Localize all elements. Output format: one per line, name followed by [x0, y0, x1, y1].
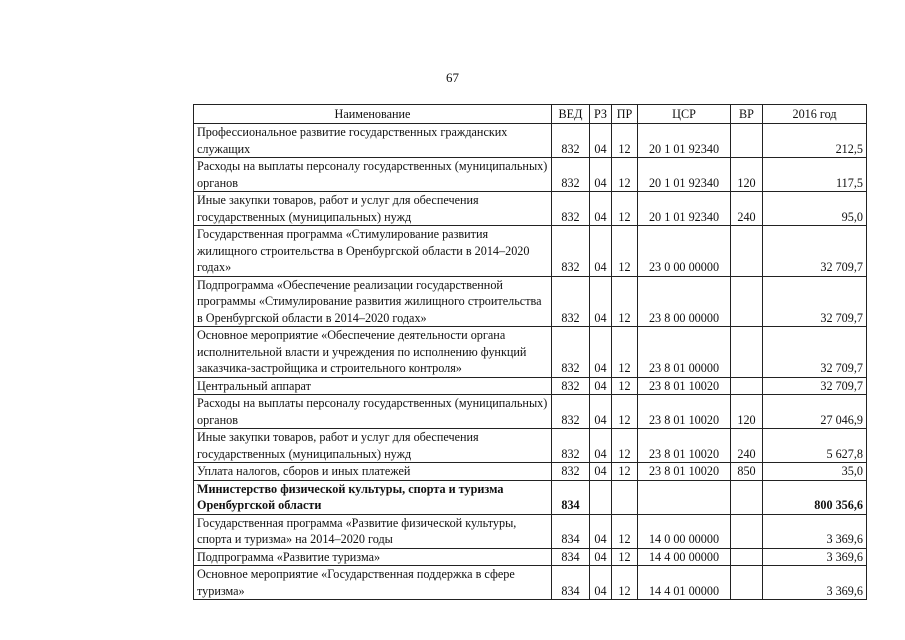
cell-name: Профессиональное развитие государственных гражданских служащих — [194, 124, 552, 158]
cell-name: Государственная программа «Стимулирование развития жилищного строительства в Оренбургской области в 2014–2020 годах» — [194, 226, 552, 277]
cell-ved: 834 — [552, 566, 590, 600]
cell-rz: 04 — [590, 429, 612, 463]
table-row — [194, 158, 867, 192]
cell-name: Основное мероприятие «Государственная поддержка в сфере туризма» — [194, 566, 552, 600]
cell-pr: 12 — [612, 276, 638, 327]
header-pr: ПР — [612, 105, 638, 124]
cell-rz: 04 — [590, 327, 612, 378]
cell-name: Государственная программа «Развитие физической культуры, спорта и туризма» на 2014–2020 годы — [194, 514, 552, 548]
header-ved: ВЕД — [552, 105, 590, 124]
cell-rz: 04 — [590, 377, 612, 395]
cell-csr: 23 8 00 00000 — [638, 276, 731, 327]
cell-csr — [638, 480, 731, 514]
cell-name: Уплата налогов, сборов и иных платежей — [194, 463, 552, 481]
cell-csr: 23 8 01 10020 — [638, 463, 731, 481]
table-row — [194, 548, 867, 566]
table-row-ministry — [194, 480, 867, 514]
cell-amount: 800 356,6 — [763, 480, 867, 514]
cell-vr: 850 — [731, 463, 763, 481]
header-rz: РЗ — [590, 105, 612, 124]
cell-amount: 3 369,6 — [763, 514, 867, 548]
cell-pr: 12 — [612, 548, 638, 566]
cell-rz: 04 — [590, 124, 612, 158]
cell-rz: 04 — [590, 226, 612, 277]
cell-amount: 32 709,7 — [763, 377, 867, 395]
cell-vr — [731, 566, 763, 600]
cell-vr — [731, 276, 763, 327]
cell-pr: 12 — [612, 327, 638, 378]
cell-vr — [731, 377, 763, 395]
cell-pr: 12 — [612, 514, 638, 548]
header-vr: ВР — [731, 105, 763, 124]
cell-amount: 32 709,7 — [763, 327, 867, 378]
cell-vr — [731, 327, 763, 378]
table-row — [194, 514, 867, 548]
cell-vr — [731, 548, 763, 566]
cell-ved: 832 — [552, 192, 590, 226]
cell-rz: 04 — [590, 548, 612, 566]
cell-ved: 832 — [552, 377, 590, 395]
cell-name: Расходы на выплаты персоналу государственных (муниципальных) органов — [194, 158, 552, 192]
cell-ved: 832 — [552, 463, 590, 481]
cell-vr: 120 — [731, 158, 763, 192]
table-row — [194, 463, 867, 481]
cell-amount: 35,0 — [763, 463, 867, 481]
cell-vr: 240 — [731, 192, 763, 226]
cell-csr: 23 8 01 10020 — [638, 377, 731, 395]
cell-csr: 20 1 01 92340 — [638, 124, 731, 158]
cell-csr: 14 4 00 00000 — [638, 548, 731, 566]
cell-name: Министерство физической культуры, спорта и туризма Оренбургской области — [194, 480, 552, 514]
cell-ved: 832 — [552, 327, 590, 378]
cell-vr: 240 — [731, 429, 763, 463]
cell-vr — [731, 480, 763, 514]
cell-amount: 95,0 — [763, 192, 867, 226]
table-row — [194, 377, 867, 395]
cell-rz: 04 — [590, 276, 612, 327]
cell-rz: 04 — [590, 192, 612, 226]
cell-pr: 12 — [612, 377, 638, 395]
cell-name: Подпрограмма «Развитие туризма» — [194, 548, 552, 566]
cell-csr: 20 1 01 92340 — [638, 158, 731, 192]
cell-csr: 20 1 01 92340 — [638, 192, 731, 226]
cell-pr: 12 — [612, 124, 638, 158]
header-name: Наименование — [194, 105, 552, 124]
cell-rz: 04 — [590, 158, 612, 192]
cell-csr: 23 8 01 10020 — [638, 395, 731, 429]
cell-csr: 14 4 01 00000 — [638, 566, 731, 600]
cell-ved: 832 — [552, 124, 590, 158]
cell-ved: 832 — [552, 276, 590, 327]
cell-csr: 23 8 01 00000 — [638, 327, 731, 378]
cell-amount: 32 709,7 — [763, 226, 867, 277]
table-row — [194, 566, 867, 600]
cell-csr: 23 8 01 10020 — [638, 429, 731, 463]
budget-table — [193, 104, 867, 600]
table-row — [194, 226, 867, 277]
cell-pr: 12 — [612, 395, 638, 429]
cell-pr: 12 — [612, 429, 638, 463]
cell-ved: 832 — [552, 429, 590, 463]
cell-vr — [731, 226, 763, 277]
cell-pr: 12 — [612, 158, 638, 192]
cell-amount: 212,5 — [763, 124, 867, 158]
cell-name: Иные закупки товаров, работ и услуг для обеспечения государственных (муниципальных) нужд — [194, 429, 552, 463]
table-row — [194, 327, 867, 378]
page-number: 67 — [446, 70, 459, 85]
cell-vr — [731, 514, 763, 548]
header-year: 2016 год — [763, 105, 867, 124]
cell-ved: 832 — [552, 395, 590, 429]
cell-vr: 120 — [731, 395, 763, 429]
cell-rz: 04 — [590, 514, 612, 548]
cell-pr: 12 — [612, 566, 638, 600]
cell-csr: 14 0 00 00000 — [638, 514, 731, 548]
cell-rz: 04 — [590, 463, 612, 481]
cell-ved: 832 — [552, 158, 590, 192]
header-csr: ЦСР — [638, 105, 731, 124]
cell-name: Иные закупки товаров, работ и услуг для обеспечения государственных (муниципальных) нужд — [194, 192, 552, 226]
cell-pr: 12 — [612, 192, 638, 226]
cell-pr: 12 — [612, 463, 638, 481]
cell-pr: 12 — [612, 226, 638, 277]
cell-ved: 834 — [552, 548, 590, 566]
cell-vr — [731, 124, 763, 158]
table-row — [194, 429, 867, 463]
cell-name: Подпрограмма «Обеспечение реализации государственной программы «Стимулирование развития жилищного строительства в Оренбургской области в 2014–2020 годах» — [194, 276, 552, 327]
table-row — [194, 395, 867, 429]
cell-csr: 23 0 00 00000 — [638, 226, 731, 277]
cell-ved: 834 — [552, 480, 590, 514]
cell-rz: 04 — [590, 395, 612, 429]
table-row — [194, 192, 867, 226]
cell-name: Центральный аппарат — [194, 377, 552, 395]
cell-rz: 04 — [590, 566, 612, 600]
cell-rz — [590, 480, 612, 514]
cell-ved: 834 — [552, 514, 590, 548]
cell-amount: 3 369,6 — [763, 548, 867, 566]
cell-amount: 27 046,9 — [763, 395, 867, 429]
cell-amount: 117,5 — [763, 158, 867, 192]
table-row — [194, 276, 867, 327]
cell-name: Расходы на выплаты персоналу государственных (муниципальных) органов — [194, 395, 552, 429]
cell-ved: 832 — [552, 226, 590, 277]
table-header-row — [194, 105, 867, 124]
cell-amount: 3 369,6 — [763, 566, 867, 600]
cell-name: Основное мероприятие «Обеспечение деятельности органа исполнительной власти и учреждения по исполнению функций заказчика-застройщика и строительного контроля» — [194, 327, 552, 378]
table-row — [194, 124, 867, 158]
cell-amount: 5 627,8 — [763, 429, 867, 463]
cell-amount: 32 709,7 — [763, 276, 867, 327]
cell-pr — [612, 480, 638, 514]
